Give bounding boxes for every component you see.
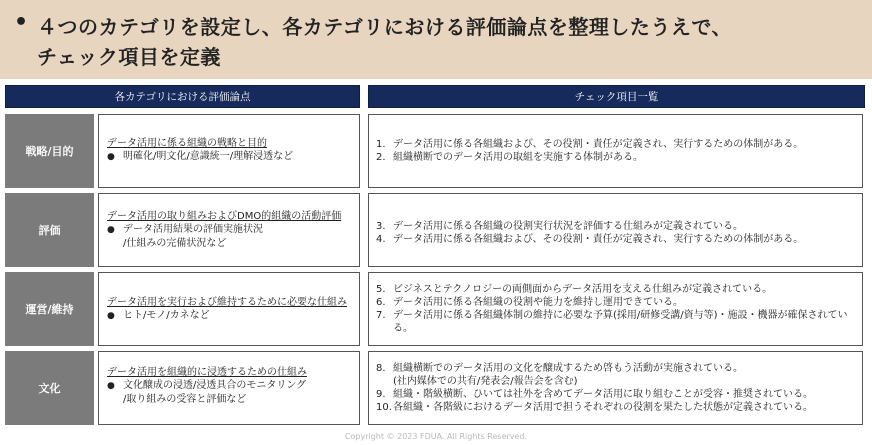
- check-item: [376, 220, 862, 233]
- evaluation-point-bullet: ヒト/モノ/カネなど: [123, 310, 210, 321]
- check-item: [376, 309, 862, 335]
- check-text: データ活用に係る各組織および、その役割・責任が定義され、実行するための体制がある。: [393, 139, 804, 150]
- check-number: 9.: [376, 389, 386, 400]
- check-text: データ活用に係る各組織および、その役割・責任が定義され、実行するための体制がある。: [393, 234, 804, 245]
- bullet-icon: ●: [107, 225, 115, 235]
- check-text: データ活用に係る各組織の役割や能力を維持し運用できている。: [393, 297, 683, 308]
- check-number: 1.: [376, 139, 386, 150]
- check-item: [376, 362, 862, 375]
- check-text: 各組織・各階級におけるデータ活用で担うそれぞれの役割を果たした状態が定義されている。: [393, 402, 813, 413]
- check-item: [376, 401, 862, 414]
- evaluation-point-bullet: 明確化/明文化/意識統一/理解浸透など: [123, 151, 294, 162]
- title-line-2: チェック項目を定義: [37, 45, 221, 69]
- check-number: 7.: [376, 310, 386, 321]
- evaluation-point-title: データ活用を組織的に浸透するための仕組み: [107, 367, 307, 378]
- check-text: 組織横断でのデータ活用の文化を醸成するため啓もう活動が実施されている。: [393, 363, 743, 374]
- checklist-strategy: [368, 114, 863, 188]
- category-operation: 運営/維持: [5, 272, 94, 346]
- check-item: [376, 138, 862, 151]
- check-number: 8.: [376, 363, 386, 374]
- check-number: 2.: [376, 152, 386, 163]
- check-number: 4.: [376, 234, 386, 245]
- evaluation-point-operation: [98, 272, 360, 346]
- evaluation-point-bullet: データ活用結果の評価実施状況: [123, 224, 263, 235]
- checklist-culture: [368, 351, 863, 425]
- check-text: データ活用に係る各組織の役割実行状況を評価する仕組みが定義されている。: [393, 221, 743, 232]
- evaluation-point-title: データ活用に係る組織の戦略と目的: [107, 138, 267, 149]
- bullet-icon: ●: [107, 381, 115, 391]
- evaluation-point-bullet: 文化醸成の浸透/浸透具合のモニタリング: [123, 380, 307, 391]
- checklist-evaluation: [368, 193, 863, 267]
- check-item: [376, 233, 862, 246]
- check-number: 10.: [376, 402, 392, 413]
- check-text: (社内媒体での共有/発表会/報告会を含む): [393, 376, 578, 387]
- check-number: 5.: [376, 284, 386, 295]
- evaluation-point-evaluation: [98, 193, 360, 267]
- title-bullet: •: [14, 10, 29, 35]
- category-culture: 文化: [5, 351, 94, 425]
- check-text: データ活用に係る各組織体制の維持に必要な予算(採用/研修受講/資与等)・施設・機器が確保されている。: [393, 310, 848, 334]
- evaluation-point-continuation: /取り組みの受容と評価など: [123, 394, 247, 405]
- title-line-1: ４つのカテゴリを設定し、各カテゴリにおける評価論点を整理したうえで、: [37, 15, 732, 39]
- evaluation-point-culture: [98, 351, 360, 425]
- check-item: [376, 151, 862, 164]
- category-strategy: 戦略/目的: [5, 114, 94, 188]
- evaluation-point-strategy: [98, 114, 360, 188]
- check-item: [376, 375, 862, 388]
- check-text: 組織・階級横断、ひいては社外を含めてデータ活用に取り組むことが受容・推奨されている。: [393, 389, 813, 400]
- category-evaluation: 評価: [5, 193, 94, 267]
- evaluation-point-title: データ活用の取り組みおよびDMO的組織の活動評価: [107, 211, 342, 222]
- check-item: [376, 388, 862, 401]
- title-banner: [0, 0, 872, 79]
- bullet-icon: ●: [107, 152, 115, 162]
- copyright-footer: Copyright © 2023 FDUA. All Rights Reserved.: [344, 432, 528, 441]
- evaluation-point-continuation: /仕組みの完備状況など: [123, 238, 227, 249]
- check-text: 組織横断でのデータ活用の取組を実施する体制がある。: [393, 152, 643, 163]
- check-item: [376, 283, 862, 296]
- check-number: 3.: [376, 221, 386, 232]
- check-number: 6.: [376, 297, 386, 308]
- checklist-operation: [368, 272, 863, 346]
- header-evaluation-points: 各カテゴリにおける評価論点: [5, 85, 360, 108]
- check-item: [376, 296, 862, 309]
- check-number: [376, 375, 393, 388]
- evaluation-point-title: データ活用を実行および維持するために必要な仕組み: [107, 297, 347, 308]
- bullet-icon: ●: [107, 311, 115, 321]
- header-checklist: チェック項目一覧: [368, 85, 865, 108]
- check-text: ビジネスとテクノロジーの両側面からデータ活用を支える仕組みが定義されている。: [393, 284, 773, 295]
